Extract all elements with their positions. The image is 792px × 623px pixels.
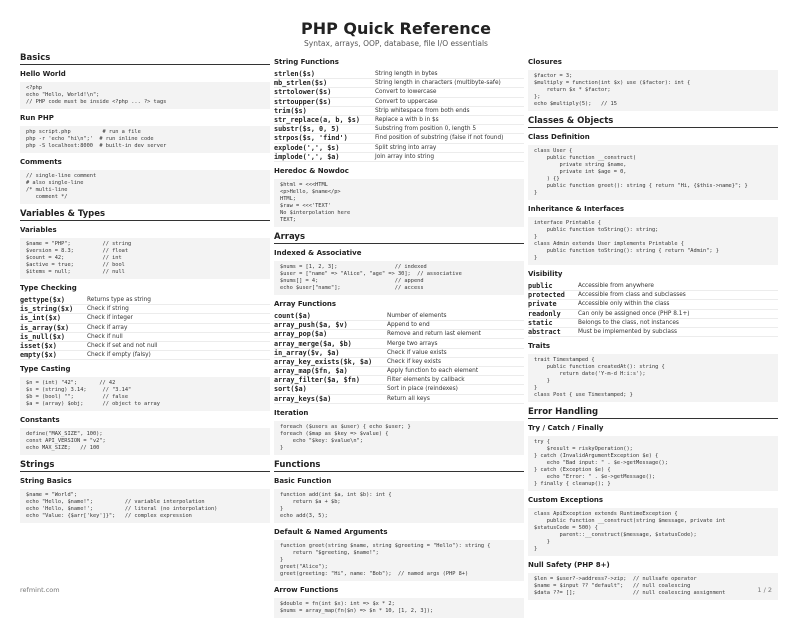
subsection-heading-string-basics: String Basics (20, 477, 72, 486)
table-row (274, 367, 524, 376)
table-row (20, 332, 270, 341)
function-signature: mb_strlen($s) (274, 79, 375, 88)
column-middle (274, 53, 524, 623)
function-signature: static (528, 318, 578, 327)
table-row (274, 79, 524, 88)
function-signature: is_int($x) (20, 314, 87, 323)
function-description: Convert to lowercase (375, 88, 524, 97)
function-description: Check if set and not null (87, 341, 270, 350)
function-description: Check if empty (falsy) (87, 351, 270, 360)
table-row (274, 394, 524, 403)
function-description: Return all keys (387, 394, 524, 403)
function-signature: strlen($s) (274, 70, 375, 79)
subsection-heading-hello-world: Hello World (20, 70, 66, 78)
function-signature: strtoupper($s) (274, 97, 375, 106)
code-block: $nums = [1, 2, 3]; // indexed $user = ["name" => "Alice", "age" => 30]; // associative $nums[] = 4; // append echo $user["name"]; // access (274, 261, 524, 295)
section-heading-arrays: Arrays (274, 232, 524, 244)
function-description: Sort in place (reindexes) (387, 385, 524, 394)
function-signature: array_merge($a, $b) (274, 339, 387, 348)
function-signature: private (528, 300, 578, 309)
reference-table (274, 312, 524, 404)
subsection-heading-run-php: Run PHP (20, 114, 54, 122)
page-subtitle: Syntax, arrays, OOP, database, file I/O essentials (304, 39, 488, 48)
table-row (20, 351, 270, 360)
table-row (20, 341, 270, 350)
code-block: $double = fn(int $x): int => $x * 2; $nums = array_map(fn($n) => $n * 10, [1, 2, 3]); (274, 598, 524, 618)
subsection-heading-class-definition: Class Definition (528, 133, 590, 141)
table-row (274, 97, 524, 106)
code-block: trait Timestamped { public function createdAt(): string { return date('Y-m-d H:i:s'); } } class Post { use Timestamped; } (528, 354, 778, 402)
function-description: Accessible from anywhere (578, 282, 778, 291)
function-signature: public (528, 282, 578, 291)
table-row (274, 115, 524, 124)
table-row (274, 330, 524, 339)
table-row (528, 309, 778, 318)
function-signature: abstract (528, 327, 578, 336)
function-signature: count($a) (274, 312, 387, 321)
subsection-heading-null-safety-php-8: Null Safety (PHP 8+) (528, 561, 610, 570)
table-row (274, 88, 524, 97)
table-row (274, 312, 524, 321)
function-signature: array_push($a, $v) (274, 321, 387, 330)
function-signature: array_keys($a) (274, 394, 387, 403)
function-signature: explode(',', $s) (274, 143, 375, 152)
code-block: class User { public function __construct( private string $name, private int $age = 0, ) {} public function greet(): string { return "Hi, {$this->name}"; } } (528, 145, 778, 200)
function-description: String length in characters (multibyte-safe) (375, 79, 524, 88)
code-block: define("MAX_SIZE", 100); const API_VERSION = "v2"; echo MAX_SIZE; // 100 (20, 428, 270, 455)
function-description: Check if value exists (387, 348, 524, 357)
section-heading-classes-objects: Classes & Objects (528, 116, 778, 128)
function-signature: is_string($x) (20, 305, 87, 314)
subsection-heading-string-functions: String Functions (274, 58, 339, 66)
reference-table (274, 70, 524, 162)
subsection-heading-visibility: Visibility (528, 270, 563, 278)
section-heading-functions: Functions (274, 460, 524, 472)
table-row (20, 305, 270, 314)
function-description: Substring from position 0, length 5 (375, 125, 524, 134)
function-description: Append to end (387, 321, 524, 330)
table-row (274, 376, 524, 385)
subsection-heading-type-checking: Type Checking (20, 284, 77, 292)
function-description: Split string into array (375, 143, 524, 152)
subsection-heading-try-catch-finally: Try / Catch / Finally (528, 424, 604, 433)
table-row (274, 321, 524, 330)
code-block: $html = <<<HTML <p>Hello, $name</p> HTML; $raw = <<<'TEXT' No $interpolation here TEXT; (274, 179, 524, 227)
table-row (528, 282, 778, 291)
table-row (274, 70, 524, 79)
code-block: $factor = 3; $multiply = function(int $x) use ($factor): int { return $x * $factor; }; echo $multiply(5); // 15 (528, 70, 778, 111)
function-description: Accessible only within the class (578, 300, 778, 309)
footer-site: refmint.com (20, 586, 60, 594)
section-heading-variables-types: Variables & Types (20, 209, 270, 221)
code-block: foreach ($users as $user) { echo $user; } foreach ($map as $key => $value) { echo "$key: $value\n"; } (274, 421, 524, 455)
code-block: $name = "PHP"; // string $version = 8.3; // float $count = 42; // int $active = true; // bool $items = null; // null (20, 238, 270, 279)
code-block: <?php echo "Hello, World!\n"; // PHP code must be inside <?php ... ?> tags (20, 82, 270, 109)
footer-page-number: 1 / 2 (757, 586, 772, 594)
function-description: Belongs to the class, not instances (578, 318, 778, 327)
table-row (274, 125, 524, 134)
code-block: function greet(string $name, string $greeting = "Hello"): string { return "$greeting, $name!"; } greet("Alice"); greet(greeting: "Hi", name: "Bob"); // named args (PHP 8+) (274, 540, 524, 581)
function-description: String length in bytes (375, 70, 524, 79)
reference-table (20, 296, 270, 360)
subsection-heading-basic-function: Basic Function (274, 476, 332, 485)
reference-table (528, 282, 778, 337)
function-description: Check if string (87, 305, 270, 314)
code-block: $n = (int) "42"; // 42 $s = (string) 3.14; // "3.14" $b = (bool) ""; // false $a = (array) $obj; // object to array (20, 377, 270, 411)
function-description: Find position of substring (false if not found) (375, 134, 524, 143)
subsection-heading-traits: Traits (528, 342, 551, 351)
code-block: try { $result = riskyOperation(); } catch (InvalidArgumentException $e) { echo "Bad input: " . $e->getMessage(); } catch (Exception $e) { echo "Error: " . $e->getMessage(); } finally { cleanup(); } (528, 436, 778, 491)
table-row (528, 318, 778, 327)
table-row (274, 152, 524, 161)
function-signature: gettype($x) (20, 296, 87, 305)
code-block: class ApiException extends RuntimeException { public function __construct(string $message, private int $statusCode = 500) { parent::__construct($message, $statusCode); } } (528, 508, 778, 556)
function-description: Check if integer (87, 314, 270, 323)
function-signature: is_array($x) (20, 323, 87, 332)
function-signature: strtolower($s) (274, 88, 375, 97)
function-description: Check if array (87, 323, 270, 332)
function-description: Check if null (87, 332, 270, 341)
function-description: Convert to uppercase (375, 97, 524, 106)
subsection-heading-custom-exceptions: Custom Exceptions (528, 496, 604, 505)
subsection-heading-default-named-arguments: Default & Named Arguments (274, 527, 388, 536)
function-signature: isset($x) (20, 341, 87, 350)
code-block: $name = "World"; echo "Hello, $name!"; // variable interpolation echo 'Hello, $name!'; // literal (no interpolation) echo "Value: {$arr['key']}"; // complex expression (20, 489, 270, 523)
subsection-heading-array-functions: Array Functions (274, 299, 337, 308)
subsection-heading-closures: Closures (528, 58, 562, 66)
code-block: interface Printable { public function toString(): string; } class Admin extends User implements Printable { public function toString(): string { return "Admin"; } } (528, 217, 778, 265)
table-row (528, 291, 778, 300)
function-signature: in_array($v, $a) (274, 348, 387, 357)
function-description: Returns type as string (87, 296, 270, 305)
function-signature: protected (528, 291, 578, 300)
function-description: Number of elements (387, 312, 524, 321)
table-row (20, 296, 270, 305)
function-signature: sort($a) (274, 385, 387, 394)
function-description: Strip whitespace from both ends (375, 106, 524, 115)
function-signature: str_replace(a, b, $s) (274, 115, 375, 124)
table-row (274, 357, 524, 366)
function-signature: trim($s) (274, 106, 375, 115)
table-row (274, 348, 524, 357)
function-signature: strpos($s, 'find') (274, 134, 375, 143)
subsection-heading-arrow-functions: Arrow Functions (274, 585, 339, 594)
table-row (274, 143, 524, 152)
code-block: // single-line comment # also single-line /* multi-line comment */ (20, 170, 270, 204)
function-signature: implode(',', $a) (274, 152, 375, 161)
function-signature: empty($x) (20, 351, 87, 360)
subsection-heading-iteration: Iteration (274, 408, 309, 417)
function-signature: readonly (528, 309, 578, 318)
function-description: Filter elements by callback (387, 376, 524, 385)
function-description: Replace a with b in $s (375, 115, 524, 124)
subsection-heading-constants: Constants (20, 416, 60, 425)
subsection-heading-inheritance-interfaces: Inheritance & Interfaces (528, 205, 625, 213)
subsection-heading-variables: Variables (20, 226, 57, 234)
function-signature: substr($s, 0, 5) (274, 125, 375, 134)
function-description: Can only be assigned once (PHP 8.1+) (578, 309, 778, 318)
function-description: Remove and return last element (387, 330, 524, 339)
function-signature: array_pop($a) (274, 330, 387, 339)
table-row (528, 327, 778, 336)
code-block: php script.php # run a file php -r 'echo "hi\n";' # run inline code php -S localhost:8000 # built-in dev server (20, 126, 270, 153)
subsection-heading-comments: Comments (20, 158, 62, 166)
table-row (274, 134, 524, 143)
table-row (274, 339, 524, 348)
function-signature: is_null($x) (20, 332, 87, 341)
function-description: Check if key exists (387, 357, 524, 366)
column-left (20, 53, 270, 528)
subsection-heading-indexed-associative: Indexed & Associative (274, 248, 362, 257)
function-signature: array_map($fn, $a) (274, 367, 387, 376)
table-row (528, 300, 778, 309)
function-signature: array_key_exists($k, $a) (274, 357, 387, 366)
function-description: Apply function to each element (387, 367, 524, 376)
section-heading-basics: Basics (20, 53, 270, 65)
section-heading-error-handling: Error Handling (528, 407, 778, 419)
table-row (20, 323, 270, 332)
code-block: $len = $user?->address?->zip; // nullsafe operator $name = $input ?? "default"; // null coalescing $data ??= []; // null coalescing assignment (528, 573, 778, 600)
section-heading-strings: Strings (20, 460, 270, 472)
table-row (274, 385, 524, 394)
table-row (20, 314, 270, 323)
function-description: Join array into string (375, 152, 524, 161)
page-title: PHP Quick Reference (300, 19, 492, 38)
function-description: Merge two arrays (387, 339, 524, 348)
column-right (528, 53, 778, 605)
function-signature: array_filter($a, $fn) (274, 376, 387, 385)
function-description: Accessible from class and subclasses (578, 291, 778, 300)
code-block: function add(int $a, int $b): int { return $a + $b; } echo add(3, 5); (274, 489, 524, 523)
table-row (274, 106, 524, 115)
subsection-heading-type-casting: Type Casting (20, 365, 71, 374)
page-header (0, 20, 792, 48)
subsection-heading-heredoc-nowdoc: Heredoc & Nowdoc (274, 166, 349, 175)
function-description: Must be implemented by subclass (578, 327, 778, 336)
